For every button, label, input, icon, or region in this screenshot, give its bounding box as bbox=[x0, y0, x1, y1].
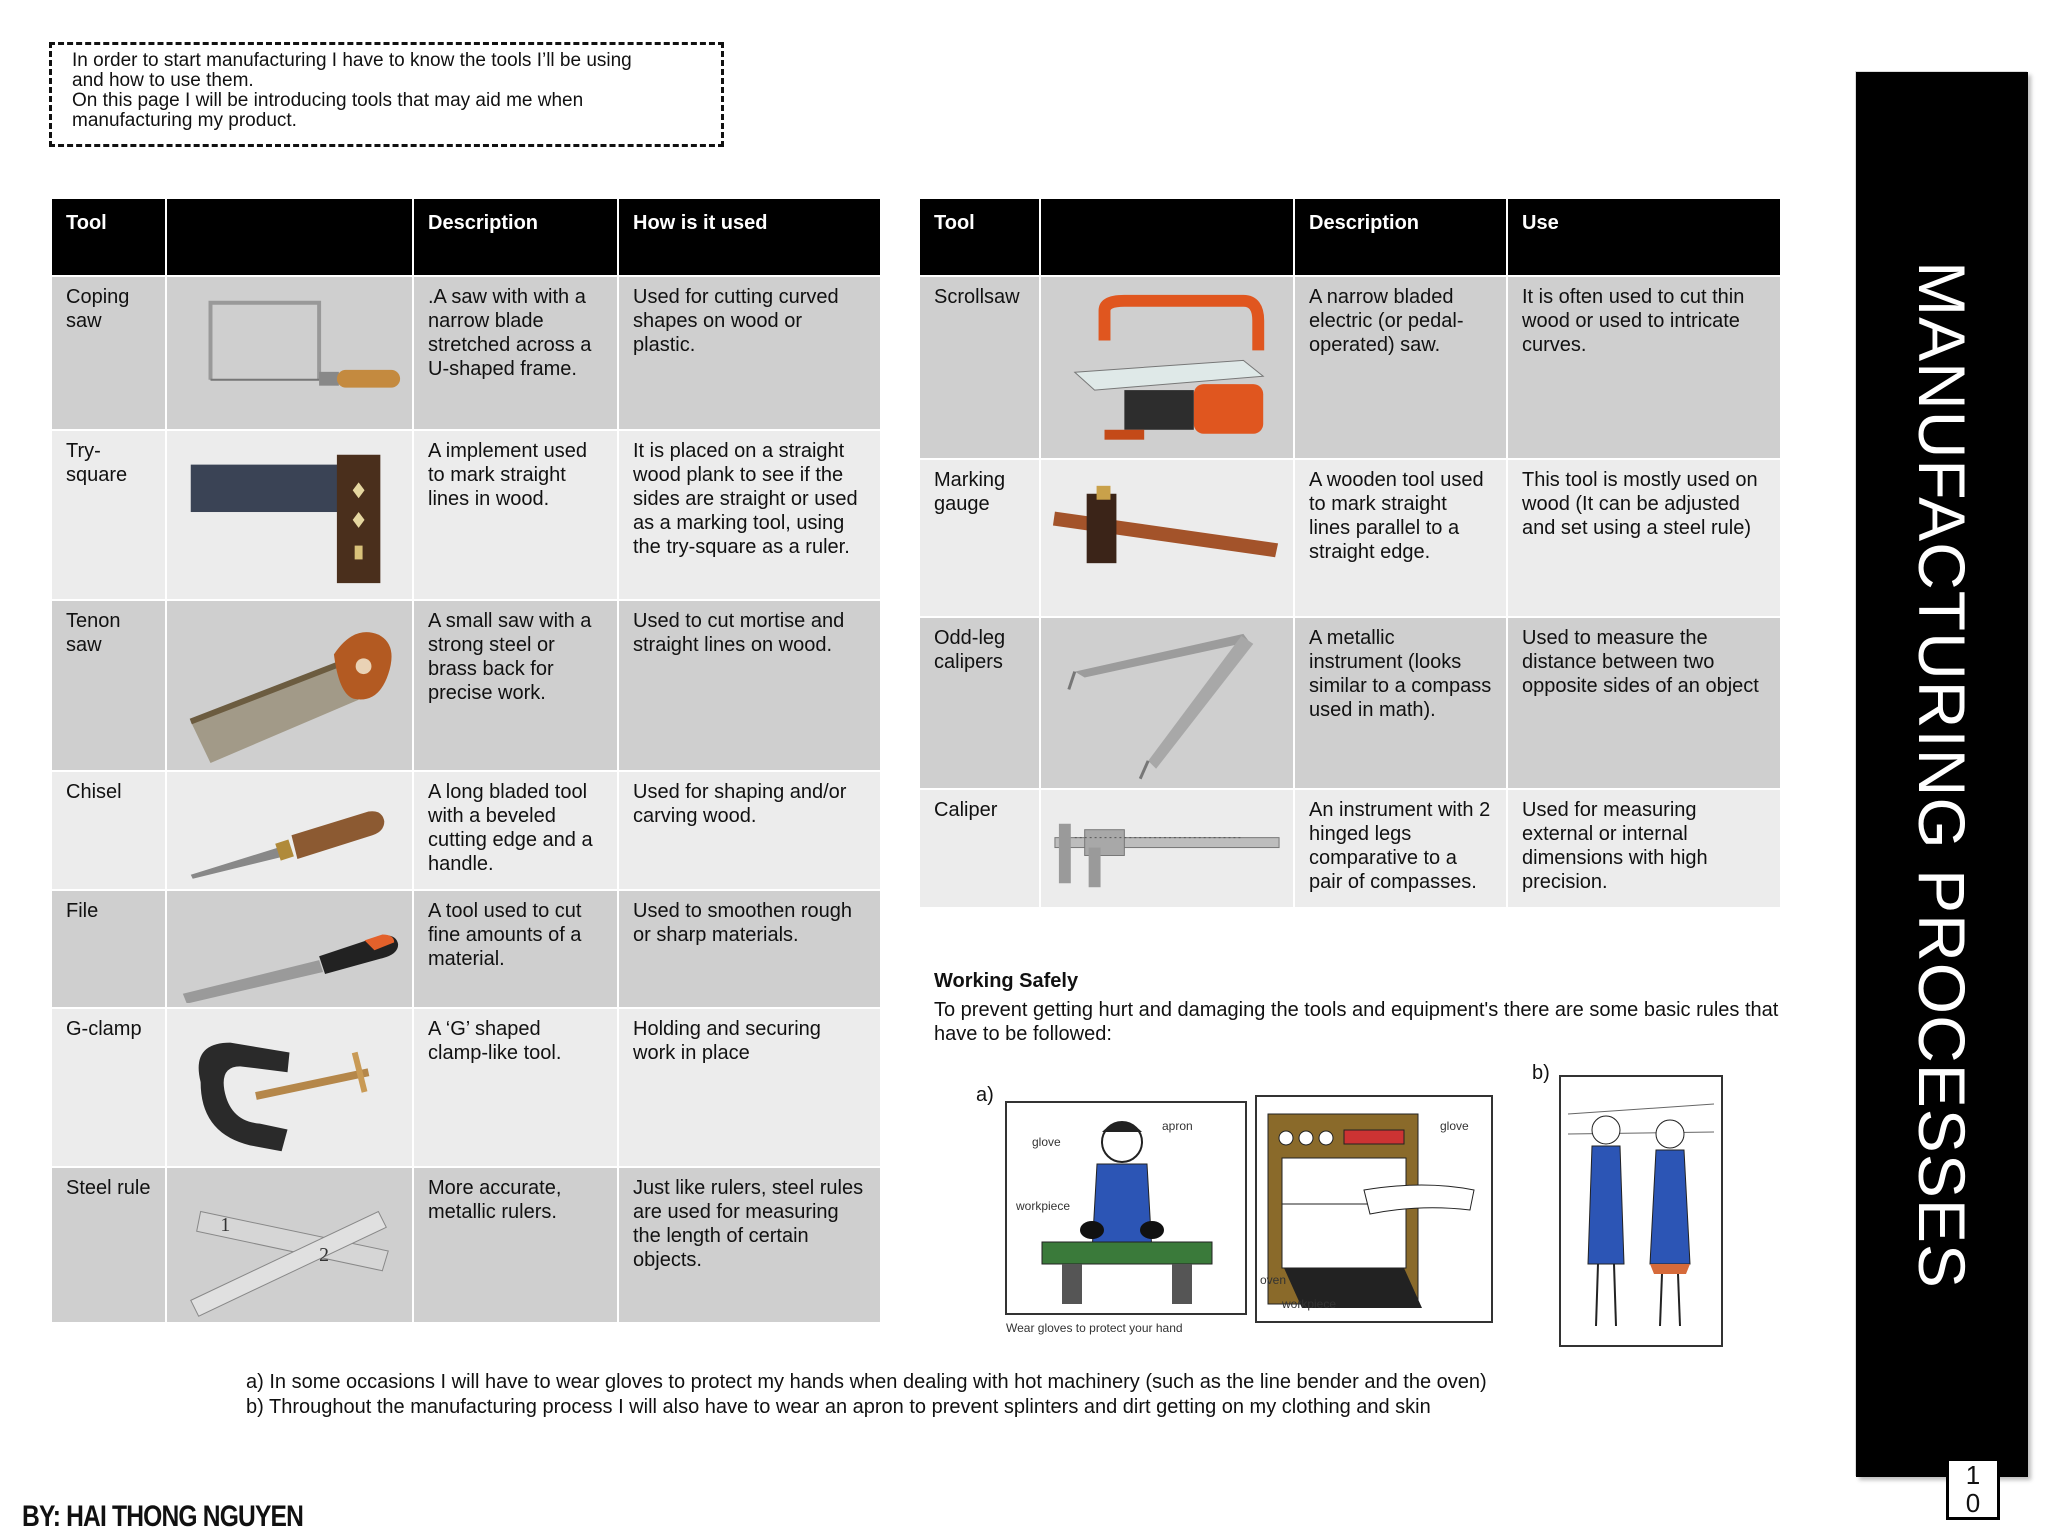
header-use: Use bbox=[1507, 198, 1781, 276]
g-clamp-icon bbox=[166, 1008, 413, 1166]
coping-saw-icon bbox=[166, 276, 413, 430]
intro-line: In order to start manufacturing I have to know the tools I’ll be using bbox=[72, 50, 632, 71]
tool-use: Used to smoothen rough or sharp materials. bbox=[618, 890, 881, 1009]
safety-notes bbox=[246, 1370, 1487, 1420]
tool-description: A metallic instrument (looks similar to a compass used in math). bbox=[1294, 617, 1507, 789]
tool-use: Used to cut mortise and straight lines on wood. bbox=[618, 600, 881, 771]
note-a: a) In some occasions I will have to wear gloves to protect my hands when dealing with hot machinery (such as the line bender and the oven) bbox=[246, 1371, 1487, 1393]
tool-description: .A saw with with a narrow blade stretched across a U-shaped frame. bbox=[413, 276, 618, 430]
table-row bbox=[919, 617, 1781, 789]
file-icon bbox=[166, 890, 413, 1009]
table-row bbox=[51, 1008, 881, 1166]
tool-use: This tool is mostly used on wood (It can be adjusted and set using a steel rule) bbox=[1507, 459, 1781, 618]
intro-box bbox=[49, 42, 724, 147]
svg-text:1: 1 bbox=[220, 1213, 231, 1236]
note-b: b) Throughout the manufacturing process I will also have to wear an apron to prevent splinters and dirt getting on my clothing and skin bbox=[246, 1396, 1431, 1418]
table-header bbox=[51, 198, 881, 276]
table-row bbox=[51, 276, 881, 430]
header-description: Description bbox=[1294, 198, 1507, 276]
steel-rule-icon bbox=[166, 1167, 413, 1323]
page-number-digit: 0 bbox=[1965, 1488, 1981, 1518]
intro-line: and how to use them. bbox=[72, 70, 254, 91]
oven-illustration bbox=[1254, 1094, 1496, 1326]
illus-label-workpiece: workpiece bbox=[1282, 1297, 1337, 1311]
tool-description: A long bladed tool with a beveled cutting edge and a handle. bbox=[413, 771, 618, 890]
tool-description: An instrument with 2 hinged legs comparative to a pair of compasses. bbox=[1294, 789, 1507, 908]
tool-name: Scrollsaw bbox=[919, 276, 1040, 459]
tool-use: Used for cutting curved shapes on wood or plastic. bbox=[618, 276, 881, 430]
gloves-illustration bbox=[1002, 1092, 1250, 1340]
tenon-saw-icon bbox=[166, 600, 413, 771]
tool-use: Used to measure the distance between two opposite sides of an object bbox=[1507, 617, 1781, 789]
tool-name: Caliper bbox=[919, 789, 1040, 908]
page-number bbox=[1946, 1458, 2000, 1520]
header-use: How is it used bbox=[618, 198, 881, 276]
label-b: b) bbox=[1532, 1062, 1550, 1084]
tool-name: Chisel bbox=[51, 771, 166, 890]
chisel-icon bbox=[166, 771, 413, 890]
header-image bbox=[1040, 198, 1294, 276]
safety-title: Working Safely bbox=[934, 970, 1079, 992]
table-row bbox=[919, 459, 1781, 618]
table-header bbox=[919, 198, 1781, 276]
table-row bbox=[51, 600, 881, 771]
tool-name: File bbox=[51, 890, 166, 1009]
tool-name: G-clamp bbox=[51, 1008, 166, 1166]
tool-use: It is often used to cut thin wood or used to intricate curves. bbox=[1507, 276, 1781, 459]
intro-line: manufacturing my product. bbox=[72, 110, 297, 131]
header-description: Description bbox=[413, 198, 618, 276]
tool-name: Tenon saw bbox=[51, 600, 166, 771]
sidebar-title: MANUFACTURING PROCESSES bbox=[1905, 260, 1979, 1289]
caliper-icon bbox=[1040, 789, 1294, 908]
tool-name: Marking gauge bbox=[919, 459, 1040, 618]
tools-table-right bbox=[918, 197, 1782, 909]
illus-caption: Wear gloves to protect your hand bbox=[1006, 1321, 1183, 1335]
odd-leg-calipers-icon bbox=[1040, 617, 1294, 789]
section-sidebar bbox=[1856, 72, 2028, 1477]
illus-label-glove: glove bbox=[1032, 1135, 1061, 1149]
author-credit: BY: HAI THONG NGUYEN bbox=[22, 1500, 304, 1533]
illus-label-workpiece: workpiece bbox=[1016, 1199, 1071, 1213]
svg-text:2: 2 bbox=[319, 1243, 329, 1266]
scrollsaw-icon bbox=[1040, 276, 1294, 459]
illus-label-oven: oven bbox=[1260, 1273, 1287, 1287]
illus-label-glove: glove bbox=[1440, 1119, 1469, 1133]
tool-use: It is placed on a straight wood plank to see if the sides are straight or used as a marking tool, using the try-square as a ruler. bbox=[618, 430, 881, 600]
page-number-digit: 1 bbox=[1965, 1460, 1981, 1490]
header-tool: Tool bbox=[51, 198, 166, 276]
table-row bbox=[919, 276, 1781, 459]
tool-use: Just like rulers, steel rules are used for measuring the length of certain objects. bbox=[618, 1167, 881, 1323]
tool-name: Odd-leg calipers bbox=[919, 617, 1040, 789]
apron-illustration bbox=[1558, 1074, 1724, 1348]
header-image bbox=[166, 198, 413, 276]
label-a: a) bbox=[976, 1084, 994, 1106]
tool-description: More accurate, metallic rulers. bbox=[413, 1167, 618, 1323]
tool-description: A wooden tool used to mark straight lines parallel to a straight edge. bbox=[1294, 459, 1507, 618]
tool-name: Steel rule bbox=[51, 1167, 166, 1323]
tool-description: A ‘G’ shaped clamp-like tool. bbox=[413, 1008, 618, 1166]
tool-use: Used for shaping and/or carving wood. bbox=[618, 771, 881, 890]
table-row bbox=[51, 771, 881, 890]
safety-intro: To prevent getting hurt and damaging the tools and equipment's there are some basic rules that have to be followed: bbox=[934, 999, 1779, 1045]
illus-label-apron: apron bbox=[1162, 1119, 1193, 1133]
table-row bbox=[51, 1167, 881, 1323]
tool-use: Holding and securing work in place bbox=[618, 1008, 881, 1166]
tool-description: A implement used to mark straight lines in wood. bbox=[413, 430, 618, 600]
try-square-icon bbox=[166, 430, 413, 600]
tool-description: A narrow bladed electric (or pedal-operated) saw. bbox=[1294, 276, 1507, 459]
tool-name: Coping saw bbox=[51, 276, 166, 430]
tool-use: Used for measuring external or internal dimensions with high precision. bbox=[1507, 789, 1781, 908]
tool-description: A tool used to cut fine amounts of a material. bbox=[413, 890, 618, 1009]
table-row bbox=[919, 789, 1781, 908]
intro-line: On this page I will be introducing tools that may aid me when bbox=[72, 90, 584, 111]
table-row bbox=[51, 430, 881, 600]
header-tool: Tool bbox=[919, 198, 1040, 276]
marking-gauge-icon bbox=[1040, 459, 1294, 618]
tools-table-left bbox=[50, 197, 882, 1324]
table-row bbox=[51, 890, 881, 1009]
tool-name: Try-square bbox=[51, 430, 166, 600]
tool-description: A small saw with a strong steel or brass back for precise work. bbox=[413, 600, 618, 771]
